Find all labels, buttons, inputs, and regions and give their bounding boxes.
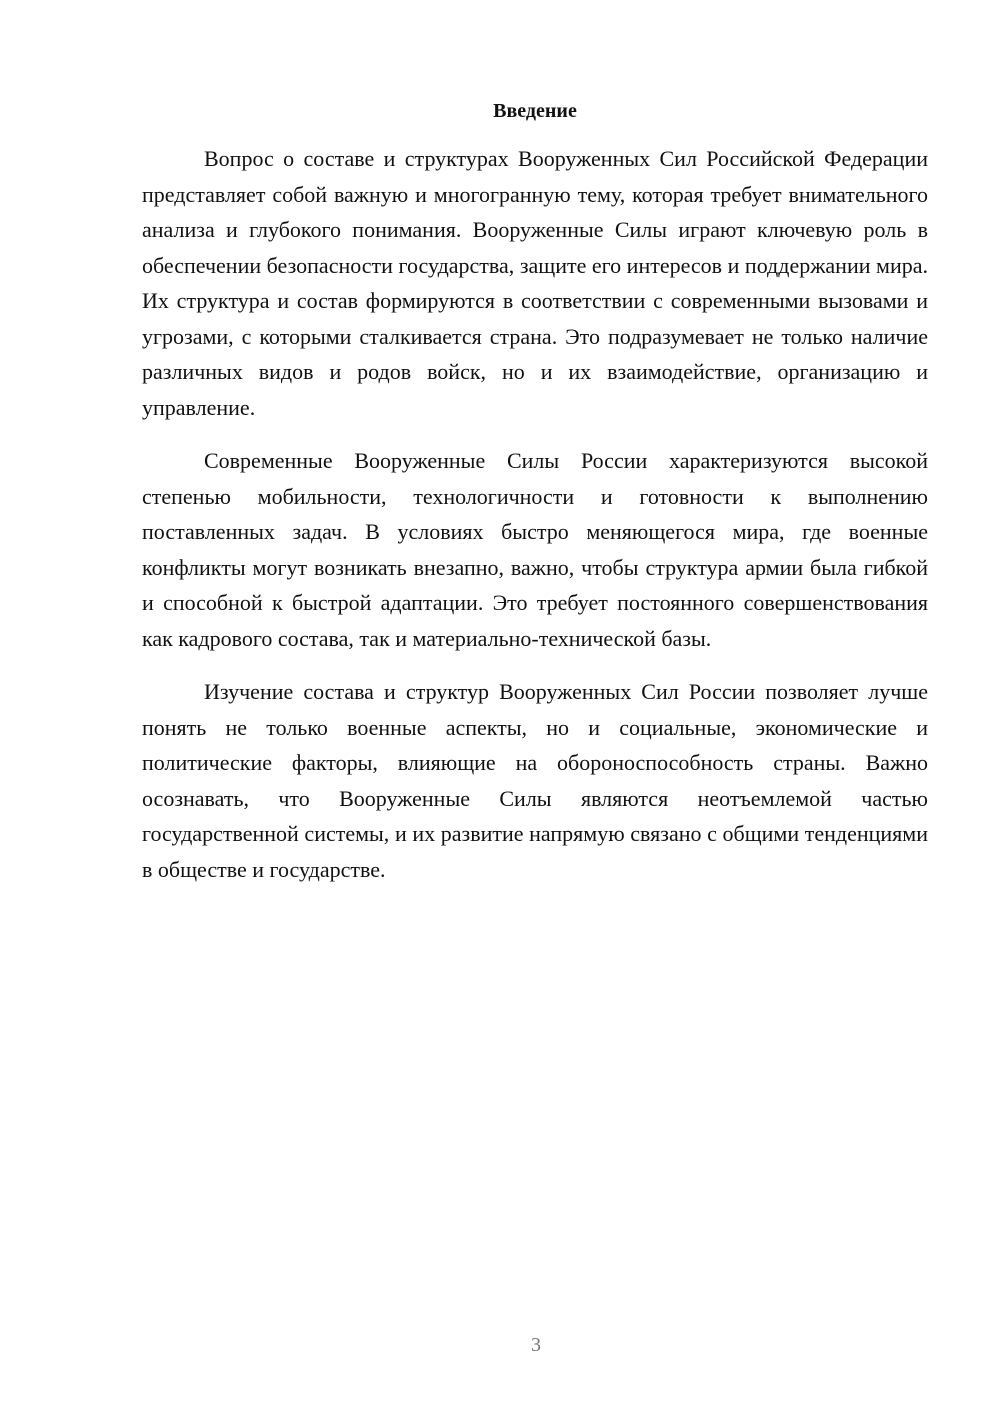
paragraph-1: Вопрос о составе и структурах Вооруженных Сил Российской Федерации представляет собой важную и многогранную тему, которая требует внимательного анализа и глубокого понимания. Вооруженные Силы играют ключевую роль в обеспечении безопасности государства, защите его интересов и поддержании мира. Их структура и состав формируются в соответствии с современными вызовами и угрозами, с которыми сталкивается страна. Это подразумевает не только наличие различных видов и родов войск, но и их взаимодействие, организацию и управление. [142, 146, 928, 420]
body-text [142, 141, 928, 905]
page-number: 3 [531, 1334, 541, 1356]
paragraph-2: Современные Вооруженные Силы России характеризуются высокой степенью мобильности, технологичности и готовности к выполнению поставленных задач. В условиях быстро меняющегося мира, где военные конфликты могут возникать внезапно, важно, чтобы структура армии была гибкой и способной к быстрой адаптации. Это требует постоянного совершенствования как кадрового состава, так и материально-технической базы. [142, 448, 928, 651]
section-heading: Введение [493, 100, 577, 122]
paragraph-3: Изучение состава и структур Вооруженных Сил России позволяет лучше понять не только военные аспекты, но и социальные, экономические и политические факторы, влияющие на обороноспособность страны. Важно осознавать, что Вооруженные Силы являются неотъемлемой частью государственной системы, и их развитие напрямую связано с общими тенденциями в обществе и государстве. [142, 679, 928, 882]
